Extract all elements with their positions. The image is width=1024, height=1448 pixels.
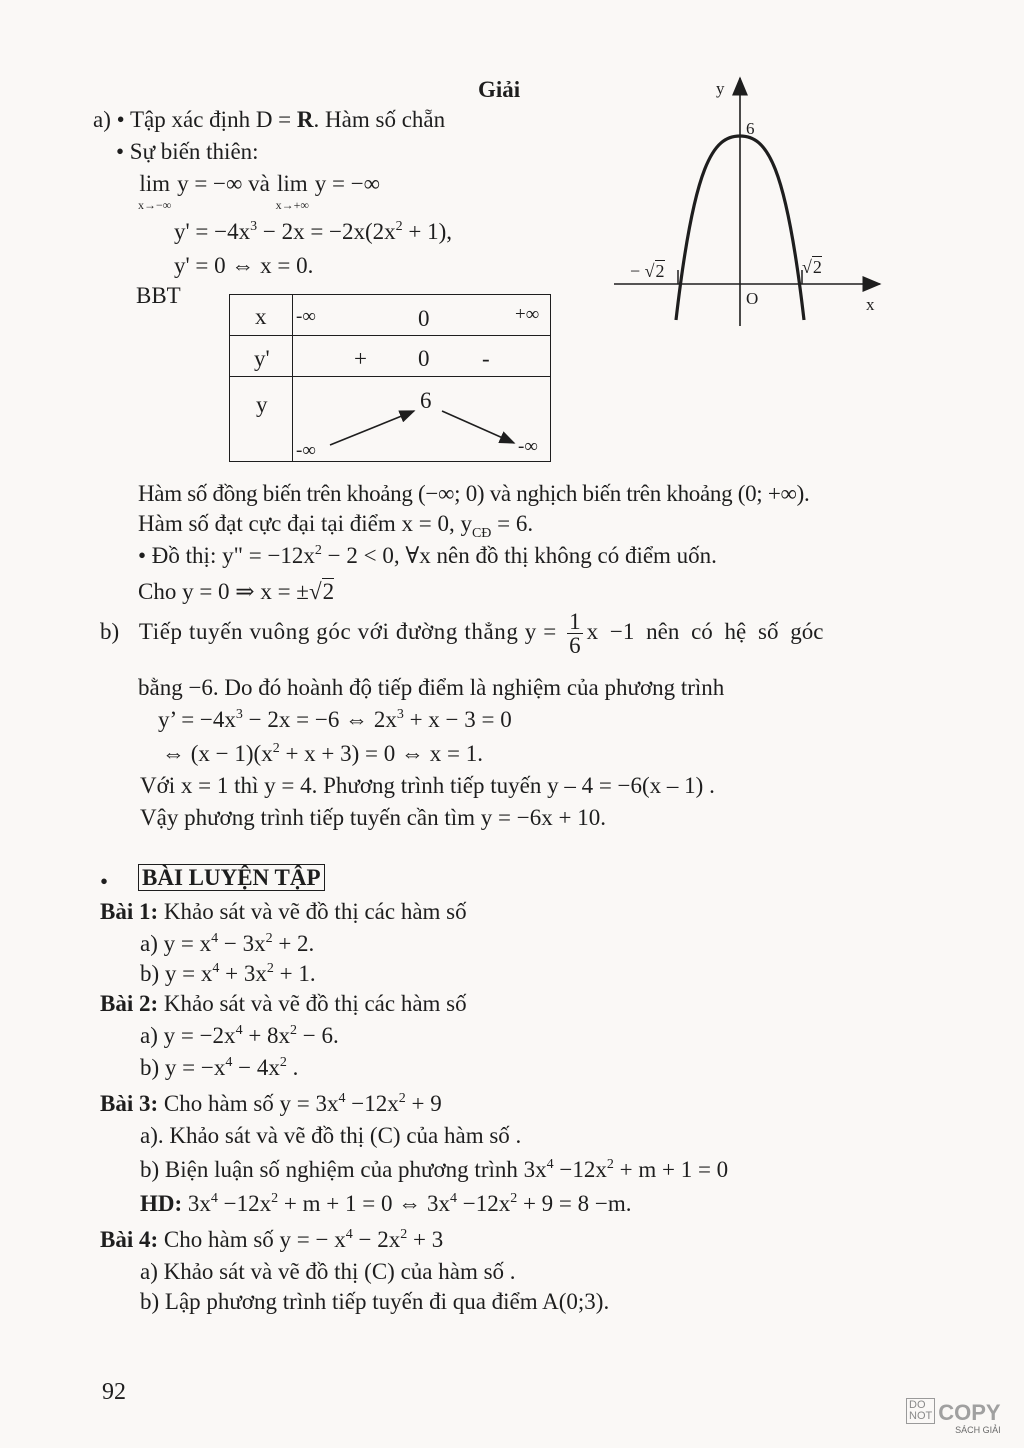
- bbt-x-mid: 0: [418, 306, 430, 331]
- bbt-arrow-up: [330, 411, 414, 445]
- part-b-line-2: bằng −6. Do đó hoành độ tiếp điểm là nghiệm của phương trình: [138, 675, 725, 700]
- page-number: 92: [102, 1379, 126, 1405]
- graph-x-label: x: [866, 295, 875, 314]
- exercise-1-b: b) $y = x^4 + 3x^2 + 1$.: [140, 961, 316, 986]
- fraction-one-sixth: $\frac{1}{6}$: [569, 609, 581, 658]
- bbt-y-max: 6: [420, 388, 432, 413]
- part-a-derivative: $y' = -4x^3 - 2x = -2x(2x^2 + 1)$,: [174, 219, 453, 244]
- part-a-limits: lim x→−∞ y = −∞ và lim x→+∞ y = −∞: [138, 171, 381, 212]
- bbt-yprime-zero: 0: [418, 346, 430, 371]
- graph-neg-root-label: − √2: [630, 261, 665, 281]
- part-a-line-domain: a) • Tập xác định D = R. Hàm số chẵn: [93, 107, 446, 132]
- bbt-yprime-minus: -: [482, 346, 490, 371]
- bbt-yprime-plus: +: [354, 346, 367, 371]
- exercise-4-b: b) Lập phương trình tiếp tuyến đi qua điểm A(0;3).: [140, 1289, 610, 1314]
- part-a-roots: Cho y = 0 ⇒ x = ±√2: [138, 579, 335, 604]
- part-b-line-3: y’ = $-4x^3 - 2x = -6$ ⇔ $2x^3 + x - 3 = 0$: [158, 707, 512, 732]
- bbt-y-left: -∞: [296, 440, 316, 461]
- exercise-3-hint: HD: $3x^4 -12x^2 + m + 1 = 0$ ⇔ $3x^4 -12x^2 + 9 = 8 -m$.: [140, 1191, 632, 1216]
- part-a-line-variation: • Sự biến thiên:: [116, 139, 259, 164]
- exercise-4-a: a) Khảo sát và vẽ đồ thị (C) của hàm số .: [140, 1259, 516, 1284]
- part-b-line-1: b) Tiếp tuyến vuông góc với đường thẳng y = $\frac{1}{6}$ x −1 nên có hệ số góc: [100, 609, 824, 658]
- solution-heading: Giải: [478, 77, 521, 102]
- part-a-label: a): [93, 107, 111, 132]
- graph-pos-root-label: √2: [802, 257, 822, 277]
- bbt-x-right: +∞: [515, 304, 540, 325]
- variation-table: [229, 294, 551, 462]
- limit-left: lim x→−∞: [138, 171, 172, 212]
- limit-right: lim x→+∞: [275, 171, 309, 212]
- bbt-y-right: -∞: [518, 436, 538, 457]
- part-b-line-6: Vậy phương trình tiếp tuyến cần tìm y = −6x + 10.: [140, 805, 606, 830]
- bbt-yprime-label: y': [254, 346, 270, 371]
- bbt-arrow-down: [442, 411, 514, 443]
- exercise-1-a: a) $y = x^4 - 3x^2 + 2$.: [140, 931, 315, 956]
- part-a-monotonic: Hàm số đồng biến trên khoảng (−∞; 0) và nghịch biến trên khoảng (0; +∞).: [138, 481, 810, 506]
- exercise-3: Bài 3: Cho hàm số $y = 3x^4 -12x^2 + 9$: [100, 1091, 442, 1116]
- practice-bullet: •: [100, 869, 109, 894]
- part-b-line-4: ⇔ $(x - 1)(x^2 + x + 3) = 0$ ⇔ x = 1.: [162, 741, 483, 766]
- graph-y-label: y: [716, 79, 725, 98]
- graph-origin-label: O: [746, 289, 759, 308]
- bbt-label: BBT: [136, 283, 181, 308]
- exercise-2-a: a) $y = -2x^4 + 8x^2 - 6$.: [140, 1023, 339, 1048]
- exercise-1: Bài 1: Khảo sát và vẽ đồ thị các hàm số: [100, 899, 467, 924]
- exercise-2: Bài 2: Khảo sát và vẽ đồ thị các hàm số: [100, 991, 467, 1016]
- exercise-3-a: a). Khảo sát và vẽ đồ thị (C) của hàm số .: [140, 1123, 522, 1148]
- graph-y-intercept-label: 6: [746, 119, 755, 138]
- part-b-label: b): [100, 618, 120, 644]
- bbt-x-label: x: [255, 304, 267, 329]
- bbt-x-left: -∞: [296, 306, 316, 327]
- exercise-3-b: b) Biện luận số nghiệm của phương trình $3x^4 -12x^2 + m + 1 = 0$: [140, 1157, 729, 1182]
- part-a-extremum: Hàm số đạt cực đại tại điểm x = 0, $y_{CĐ} = 6$.: [138, 511, 534, 541]
- bbt-y-label: y: [256, 392, 268, 417]
- exercise-2-b: b) $y = -x^4 - 4x^2$ .: [140, 1055, 299, 1080]
- practice-title: BÀI LUYỆN TẬP: [138, 866, 325, 889]
- part-a-critical-point: y' = 0 ⇔ x = 0.: [174, 253, 314, 278]
- part-b-line-5: Với x = 1 thì y = 4. Phương trình tiếp tuyến y – 4 = −6(x – 1) .: [140, 773, 715, 798]
- bbt-arrows: [230, 295, 552, 463]
- watermark-logo: DO NOT COPY SÁCH GIẢI: [906, 1398, 1001, 1435]
- part-a-graph-note: • Đồ thị: y" = $-12x^2 - 2 < 0$, ∀x nên đồ thị không có điểm uốn.: [138, 543, 717, 568]
- exercise-4: Bài 4: Cho hàm số y = − $x^4 - 2x^2 + 3$: [100, 1227, 444, 1252]
